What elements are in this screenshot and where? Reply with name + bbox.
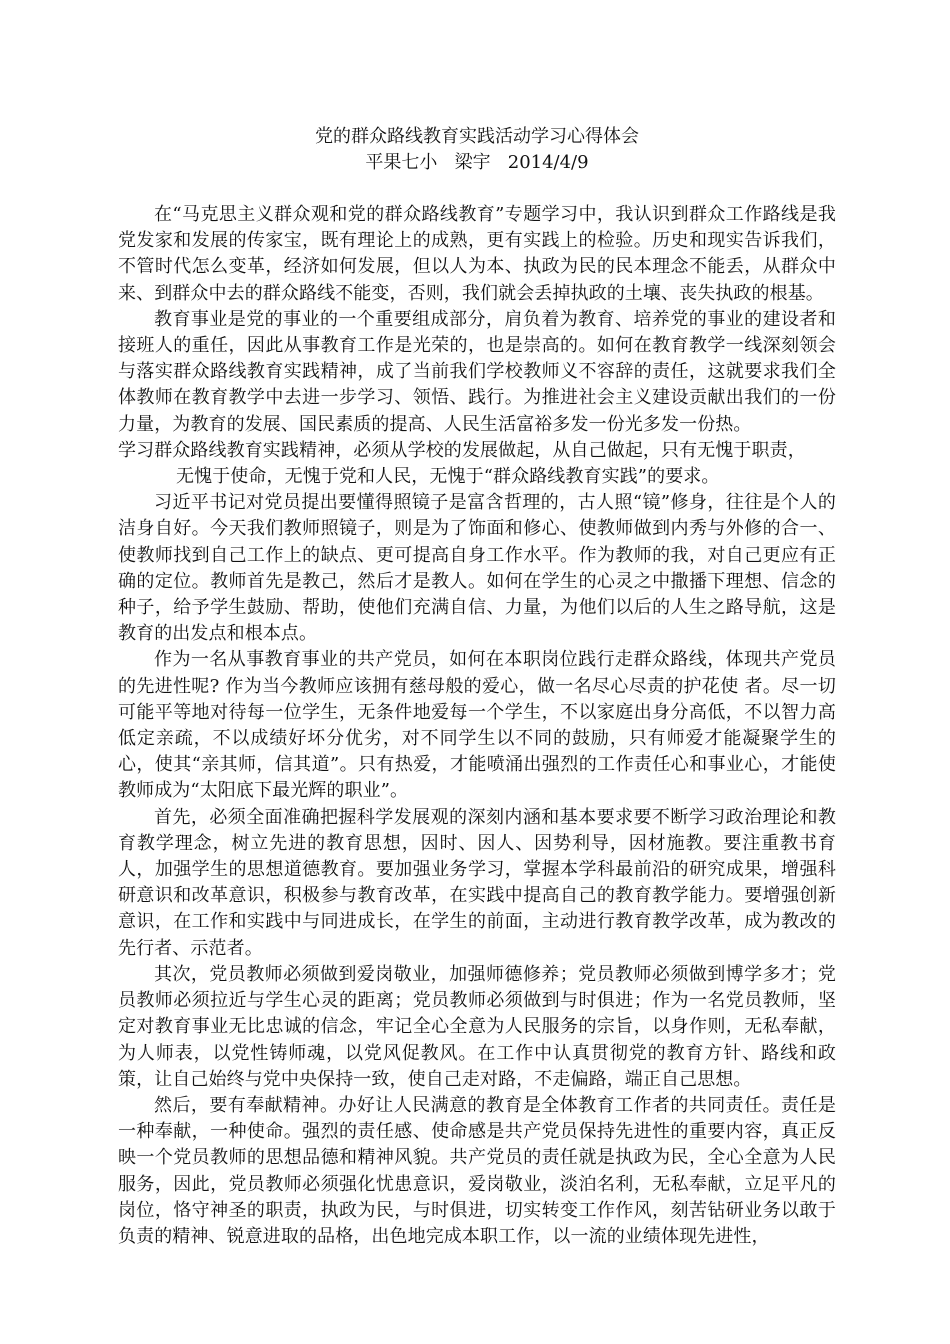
paragraph-8: 其次，党员教师必须做到爱岗敬业，加强师德修养；党员教师必须做到博学多才；党员教师必须拉近与学生心灵的距离；党员教师必须做到与时俱进；作为一名党员教师，坚定对教育事业无比忠诚的信念，牢记全心全意为人民服务的宗旨，以身作则，无私奉献，为人师表，以党性铸师魂，以党风促教风。在工作中认真贯彻党的教育方针、路线和政策，让自己始终与党中央保持一致，使自己走对路，不走偏路，端正自己思想。 bbox=[118, 963, 836, 1090]
document-body bbox=[118, 202, 836, 1250]
paragraph-6: 作为一名从事教育事业的共产党员，如何在本职岗位践行走群众路线，体现共产党员的先进性呢? 作为当今教师应该拥有慈母般的爱心，做一名尽心尽责的护花使 者。尽一切可能平等地对待每一位学生，无条件地爱每一个学生，不以家庭出身分高低，不以智力高低定亲疏，不以成绩好坏分优劣，对不同学生以不同的鼓励，只有师爱才能凝聚学生的心，使其“亲其师，信其道”。只有热爱，才能喷涌出强烈的工作责任心和事业心，才能使教师成为“太阳底下最光辉的职业”。 bbox=[118, 649, 836, 802]
paragraph-4: 无愧于使命，无愧于党和人民，无愧于“群众路线教育实践”的要求。 bbox=[176, 466, 720, 488]
paragraph-1: 在“马克思主义群众观和党的群众路线教育”专题学习中，我认识到群众工作路线是我党发家和发展的传家宝，既有理论上的成熟，更有实践上的检验。历史和现实告诉我们，不管时代怎么变革，经济如何发展，但以人为本、执政为民的民本理念不能丢，从群众中来、到群众中去的群众路线不能变，否则，我们就会丢掉执政的土壤、丧失执政的根基。 bbox=[118, 204, 836, 304]
title-block bbox=[118, 124, 836, 176]
paragraph-3: 学习群众路线教育实践精神，必须从学校的发展做起，从自己做起，只有无愧于职责， bbox=[118, 439, 806, 461]
document-byline: 平果七小 梁宇 2014/4/9 bbox=[365, 152, 589, 173]
paragraph-7: 首先，必须全面准确把握科学发展观的深刻内涵和基本要求要不断学习政治理论和教育教学理念，树立先进的教育思想，因时、因人、因势利导，因材施教。要注重教书育人，加强学生的思想道德教育。要加强业务学习，掌握本学科最前沿的研究成果，增强科研意识和改革意识，积极参与教育改革，在实践中提高自己的教育教学能力。要增强创新意识，在工作和实践中与同进成长，在学生的前面，主动进行教育教学改革，成为教改的先行者、示范者。 bbox=[118, 806, 836, 959]
document-title: 党的群众路线教育实践活动学习心得体会 bbox=[315, 126, 639, 147]
paragraph-2: 教育事业是党的事业的一个重要组成部分，肩负着为教育、培养党的事业的建设者和接班人的重任，因此从事教育工作是光荣的，也是崇高的。如何在教育教学一线深刻领会与落实群众路线教育实践精神，成了当前我们学校教师义不容辞的责任，这就要求我们全体教师在教育教学中去进一步学习、领悟、践行。为推进社会主义建设贡献出我们的一份力量，为教育的发展、国民素质的提高、人民生活富裕多发一份光多发一份热。 bbox=[118, 308, 836, 435]
document-page bbox=[118, 124, 836, 1250]
paragraph-9: 然后，要有奉献精神。办好让人民满意的教育是全体教育工作者的共同责任。责任是一种奉献，一种使命。强烈的责任感、使命感是共产党员保持先进性的重要内容，真正反映一个党员教师的思想品德和精神风貌。共产党员的责任就是执政为民，全心全意为人民服务，因此，党员教师必须强化忧患意识，爱岗敬业，淡泊名利，无私奉献，立足平凡的岗位，恪守神圣的职责，执政为民，与时俱进，切实转变工作作风，刻苦钻研业务以敢于负责的精神、锐意进取的品格，出色地完成本职工作，以一流的业绩体现先进性， bbox=[118, 1094, 836, 1247]
paragraph-5: 习近平书记对党员提出要懂得照镜子是富含哲理的，古人照“镜”修身，往往是个人的洁身自好。今天我们教师照镜子，则是为了饰面和修心、使教师做到内秀与外修的合一、使教师找到自己工作上的缺点、更可提高自身工作水平。作为教师的我，对自己更应有正确的定位。教师首先是教己，然后才是教人。如何在学生的心灵之中撒播下理想、信念的种子，给予学生鼓励、帮助，使他们充满自信、力量，为他们以后的人生之路导航，这是教育的出发点和根本点。 bbox=[118, 492, 836, 645]
